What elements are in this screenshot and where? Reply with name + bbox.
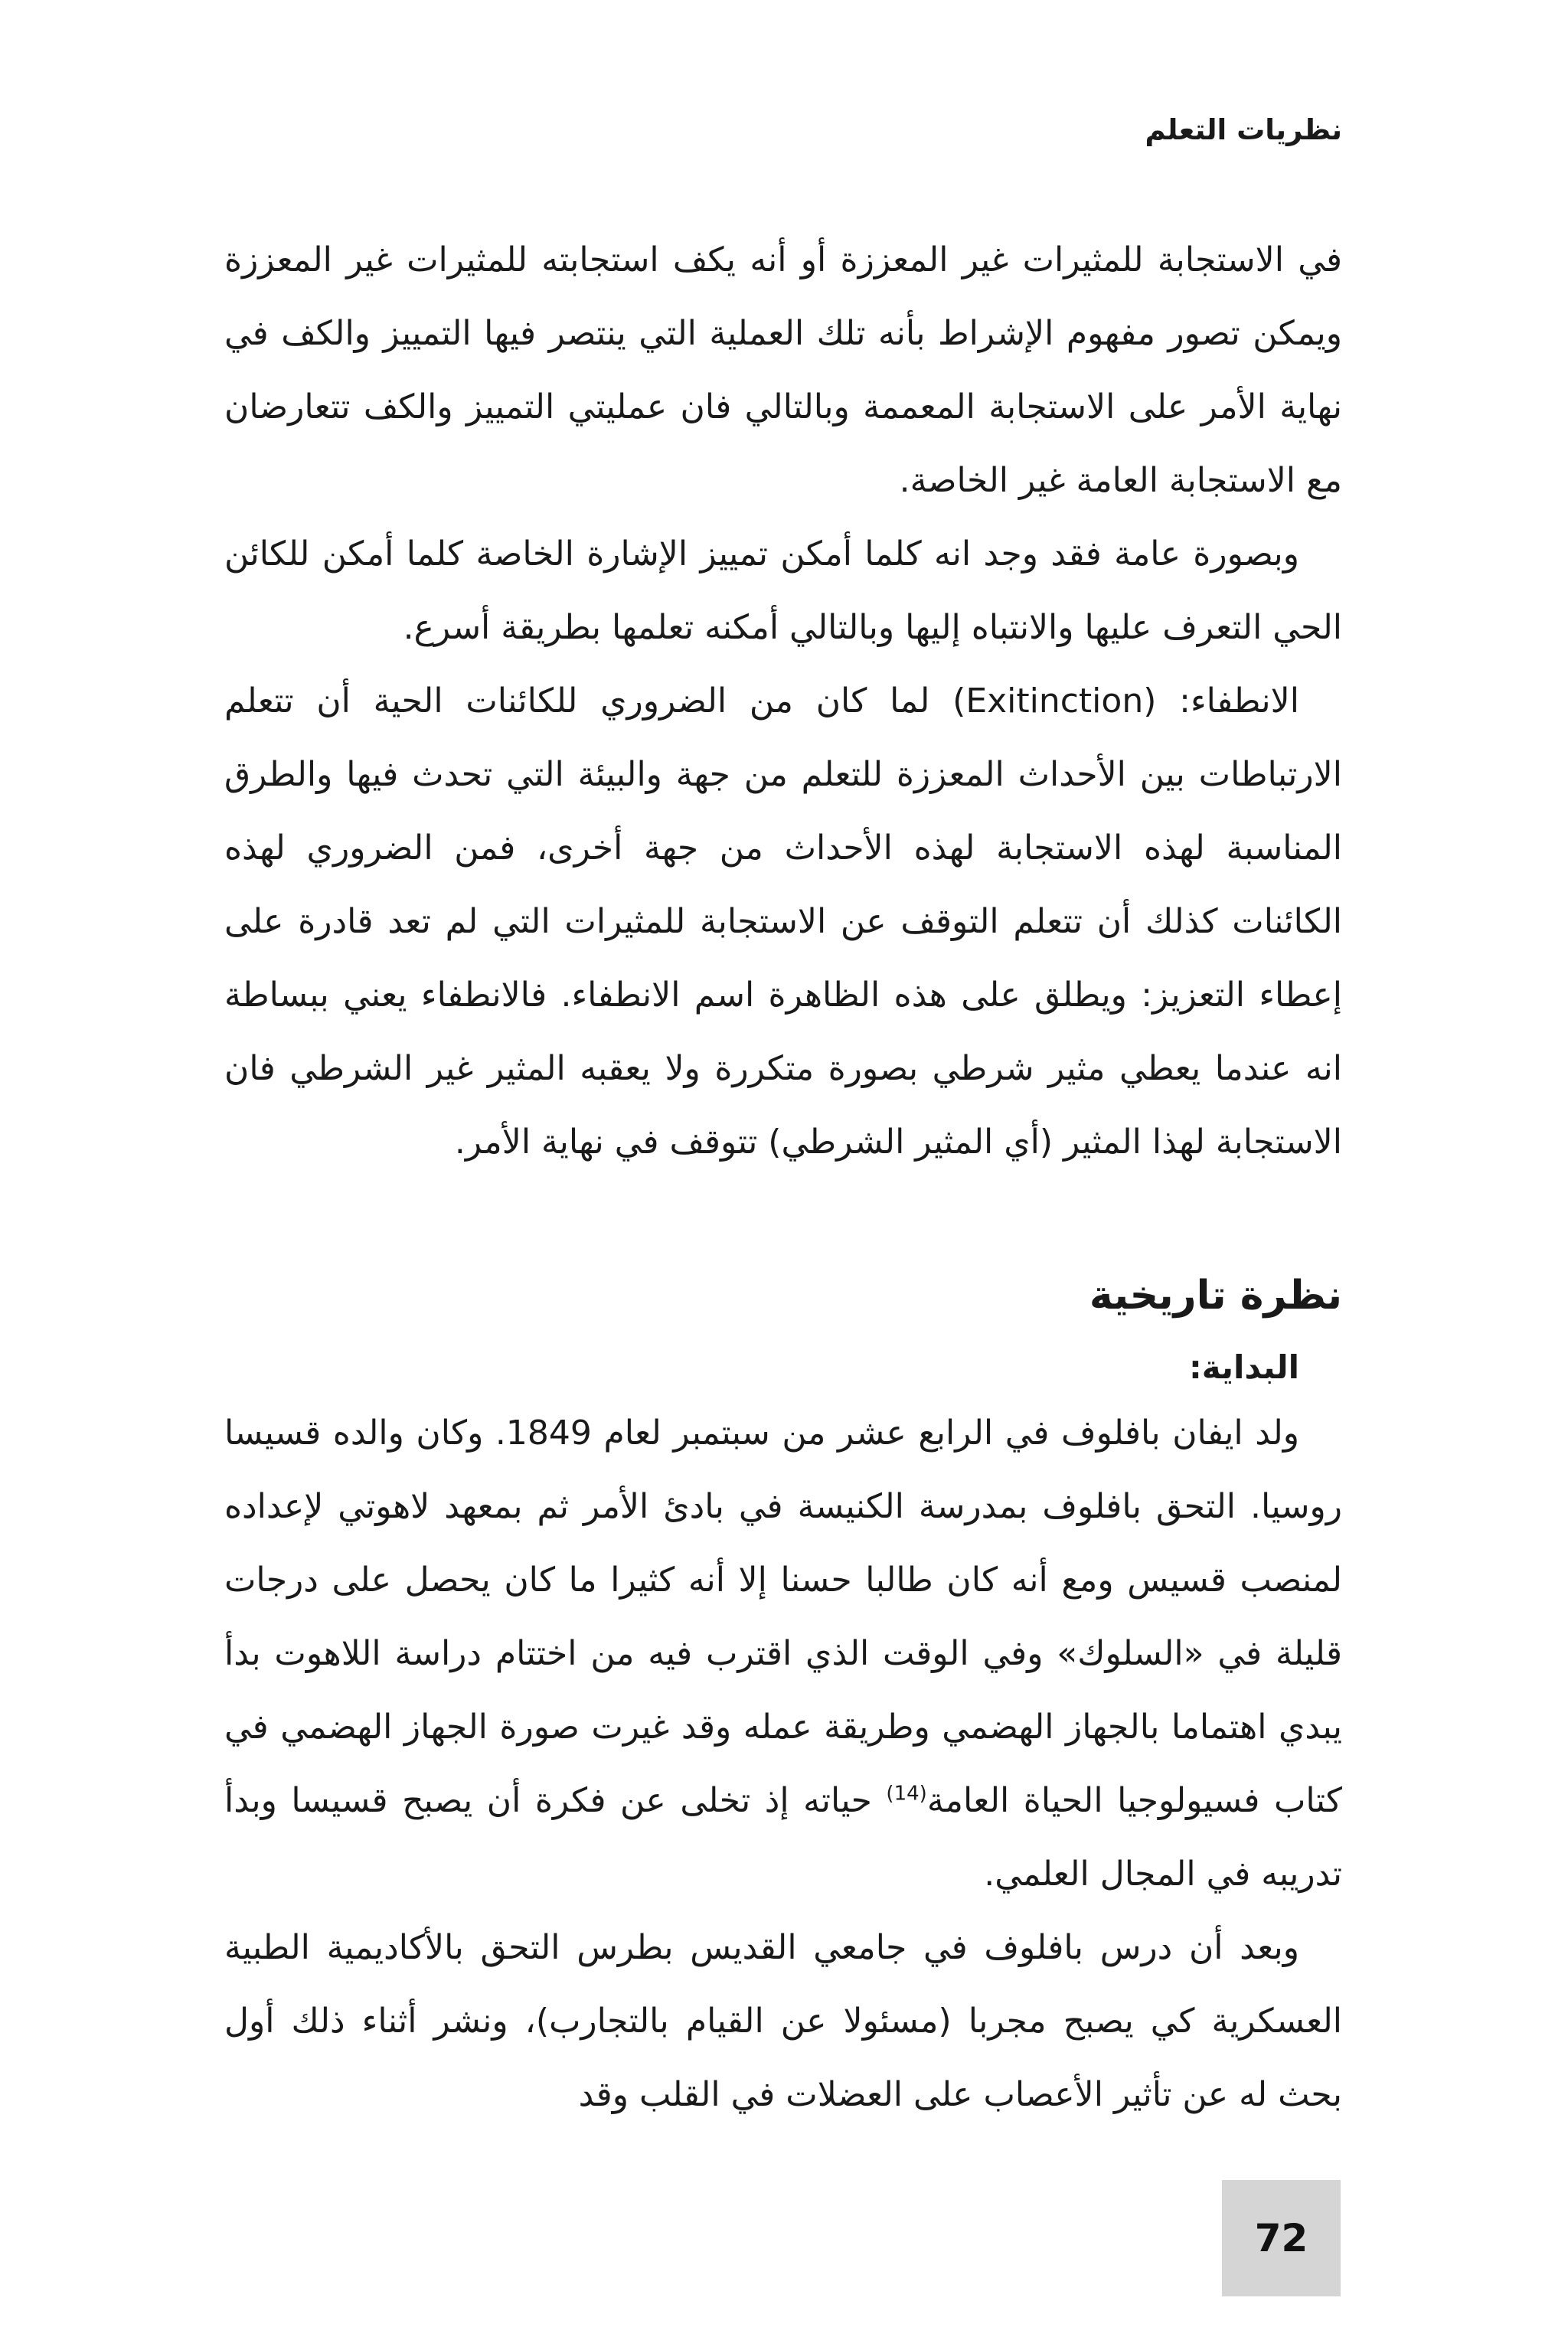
paragraph-pavlov-biography <box>224 1397 1342 1911</box>
footnote-reference: (14) <box>886 1782 927 1806</box>
paragraph-discrimination: وبصورة عامة فقد وجد انه كلما أمكن تمييز الإشارة الخاصة كلما أمكن للكائن الحي التعرف عليها والانتباه إليها وبالتالي أمكنه تعلمها بطريقة أسرع. <box>224 534 1342 647</box>
paragraph-extinction: الانطفاء: (Exitinction) لما كان من الضروري للكائنات الحية أن تتعلم الارتباطات بين الأحداث المعززة للتعلم من جهة والبيئة التي تحدث فيها والطرق المناسبة لهذه الاستجابة لهذه الأحداث من جهة أخرى، فمن الضروري لهذه الكائنات كذلك أن تتعلم التوقف عن الاستجابة للمثيرات التي لم تعد قادرة على إعطاء التعزيز: ويطلق على هذه الظاهرة اسم الانطفاء. فالانطفاء يعني ببساطة انه عندما يعطي مثير شرطي بصورة متكررة ولا يعقبه المثير غير الشرطي فان الاستجابة لهذا المثير (أي المثير الشرطي) تتوقف في نهاية الأمر. <box>224 681 1342 1162</box>
paragraph-pavlov-biography-text: ولد ايفان بافلوف في الرابع عشر من سبتمبر لعام 1849. وكان والده قسيسا روسيا. التحق بافلوف بمدرسة الكنيسة في بادئ الأمر ثم بمعهد لاهوتي لإعداده لمنصب قسيس ومع أنه كان طالبا حسنا إلا أنه كثيرا ما كان يحصل على درجات قليلة في «السلوك» وفي الوقت الذي اقترب فيه من اختتام دراسة اللاهوت بدأ يبدي اهتماما بالجهاز الهضمي وطريقة عمله وقد غيرت صورة الجهاز الهضمي في كتاب فسيولوجيا الحياة العامة <box>224 1414 1343 1820</box>
page-number: 72 <box>1254 2216 1308 2260</box>
running-header: نظريات التعلم <box>1145 113 1342 146</box>
paragraph-generalization: في الاستجابة للمثيرات غير المعززة أو أنه يكف استجابته للمثيرات غير المعززة ويمكن تصور مفهوم الإشراط بأنه تلك العملية التي ينتصر فيها التمييز والكف في نهاية الأمر على الاستجابة المعممة وبالتالي فان عمليتي التمييز والكف تتعارضان مع الاستجابة العامة غير الخاصة. <box>224 240 1342 500</box>
page-body <box>224 224 1342 2132</box>
section-heading: نظرة تاريخية <box>1089 1273 1342 1319</box>
paragraph-pavlov-academy: وبعد أن درس بافلوف في جامعي القديس بطرس التحق بالأكاديمية الطبية العسكرية كي يصبح مجربا (مسئولا عن القيام بالتجارب)، ونشر أثناء ذلك أول بحث له عن تأثير الأعصاب على العضلات في القلب وقد <box>224 1928 1342 2114</box>
subheading-beginning: البداية: <box>1188 1348 1299 1386</box>
paragraph-pavlov-biography-end: حياته إذ تخلى عن فكرة أن يصبح قسيسا وبدأ تدريبه في المجال العلمي. <box>224 1781 1342 1894</box>
page-number-box <box>1222 2180 1341 2296</box>
